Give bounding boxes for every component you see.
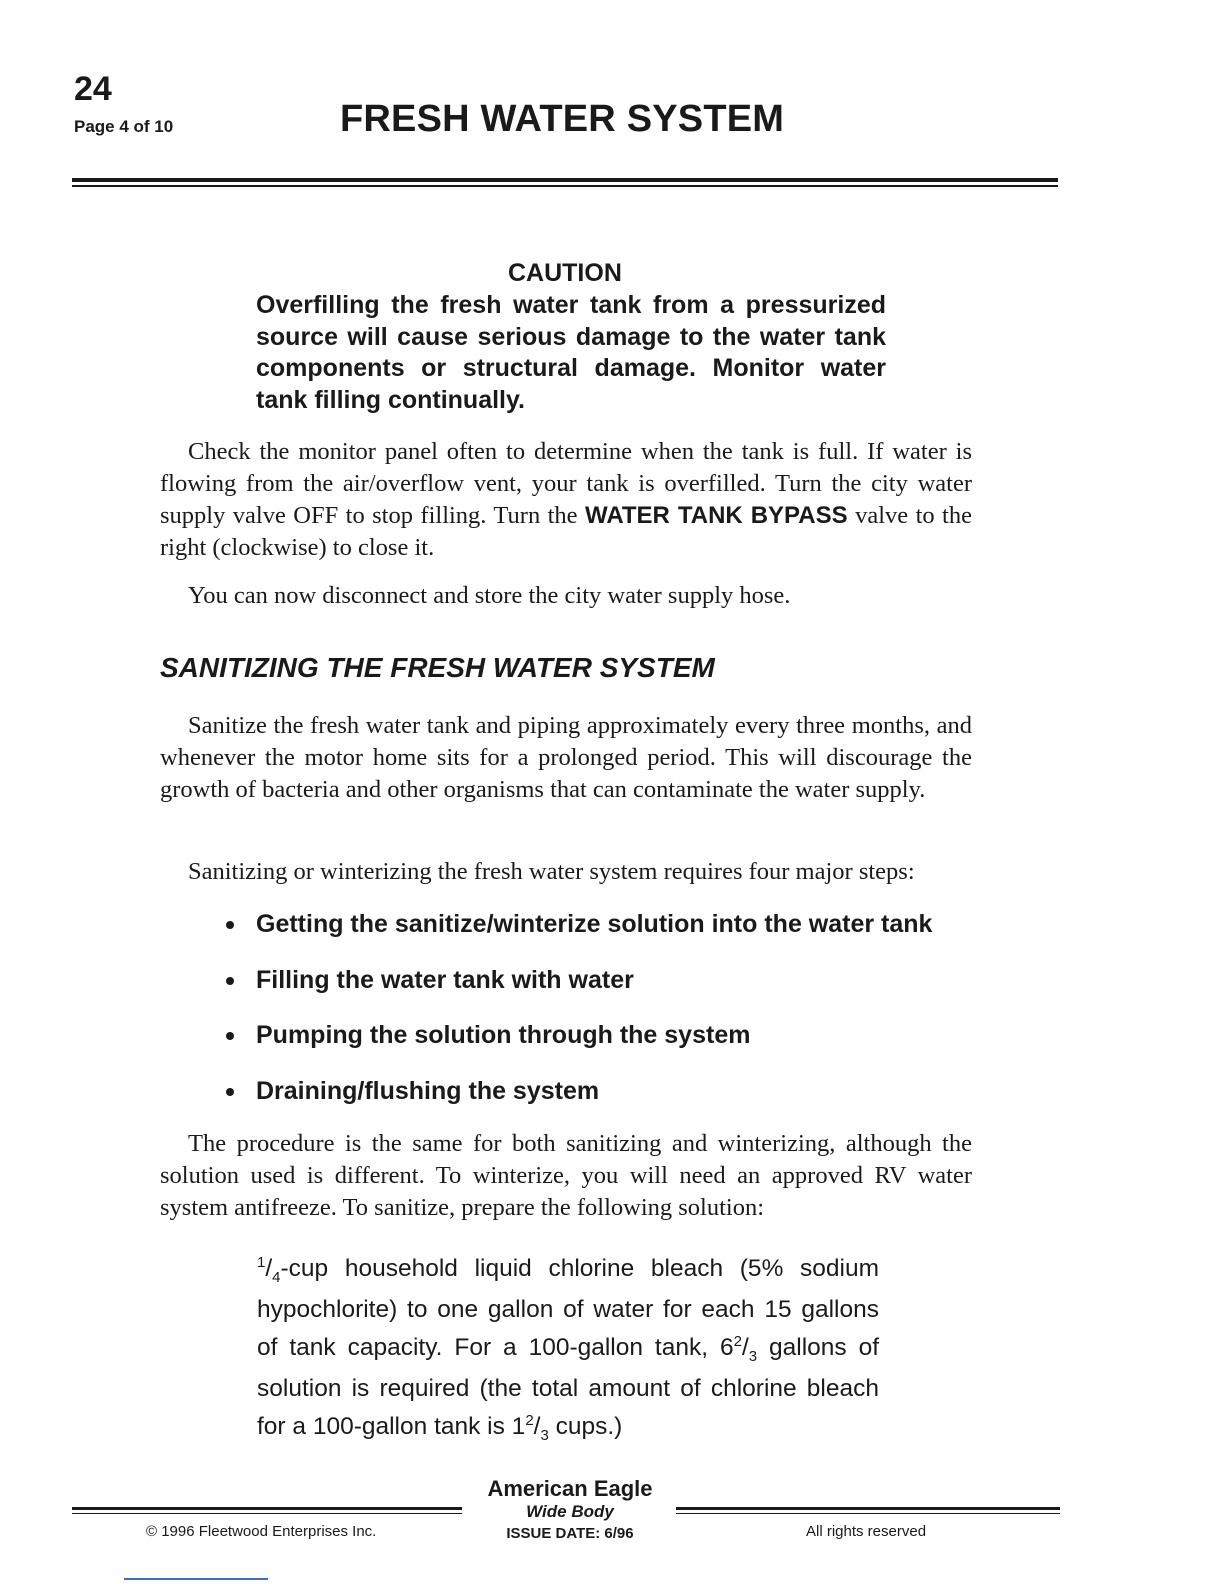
header-divider [72,178,1058,182]
bullet-icon [226,977,234,985]
footer-rule-left [72,1507,462,1510]
water-tank-bypass-label: WATER TANK BYPASS [585,502,848,529]
page-number: 24 [74,70,112,108]
tank-full-text-a: Check the monitor panel often to determine when the tank is full. If water is flowing from the air/overflow vent, your tank is overfilled. Turn the city water supply valve OFF to stop filling. Turn the [160,438,972,529]
tank-full-paragraph [160,436,972,564]
footer-rule-left-thin [72,1513,462,1514]
procedure-paragraph: The procedure is the same for both sanitizing and winterizing, although the solution used is different. To winterize, you will need an approved RV water system antifreeze. To sanitize, prepare the following solution: [160,1130,972,1221]
bullet-icon [226,1088,234,1096]
caution-text: Overfilling the fresh water tank from a pressurized source will cause serious damage to the water tank components or structural damage. Monitor water tank filling continually. [256,291,886,414]
page-of-indicator: Page 4 of 10 [74,117,174,136]
disconnect-paragraph: You can now disconnect and store the city water supply hose. [188,582,791,609]
steps-intro-paragraph: Sanitizing or winterizing the fresh water system requires four major steps: [188,858,915,885]
caution-heading: CAUTION [508,259,622,287]
blue-underline [124,1578,268,1580]
sanitize-intro-paragraph: Sanitize the fresh water tank and piping approximately every three months, and whenever the motor home sits for a prolonged period. This will discourage the growth of bacteria and other organisms that can contaminate the water supply. [160,712,972,803]
list-item: Filling the water tank with water [226,966,986,1022]
tank-full-text-b: valve to the right (clockwise) to close it. [160,502,972,561]
list-item: Draining/flushing the system [226,1077,986,1133]
page-title: FRESH WATER SYSTEM [340,98,785,140]
issue-date: ISSUE DATE: 6/96 [506,1525,634,1542]
footer-model: Wide Body [526,1502,614,1521]
list-item: Getting the sanitize/winterize solution into the water tank [226,910,986,966]
bullet-icon [226,1032,234,1040]
copyright: © 1996 Fleetwood Enterprises Inc. [146,1523,377,1540]
footer-brand: American Eagle [487,1476,653,1501]
list-item: Pumping the solution through the system [226,1021,986,1077]
steps-list [226,910,986,1132]
footer-rule-right-thin [676,1513,1060,1514]
footer-rule-right [676,1507,1060,1510]
solution-recipe: $^1/_4$-cup household liquid chlorine bleach (5% sodium hypochlorite) to one gallon of water for each 15 gallons of tank capacity. For a 100-gallon tank, $6^2/_3$ gallons of solution is required (the total amount of chlorine bleach for a 100-gallon tank is $1^2/_3$ cups.) [257,1254,880,1445]
section-heading: SANITIZING THE FRESH WATER SYSTEM [160,652,715,683]
header-divider-thin [72,185,1058,187]
bullet-icon [226,921,234,929]
rights-notice: All rights reserved [806,1523,927,1540]
